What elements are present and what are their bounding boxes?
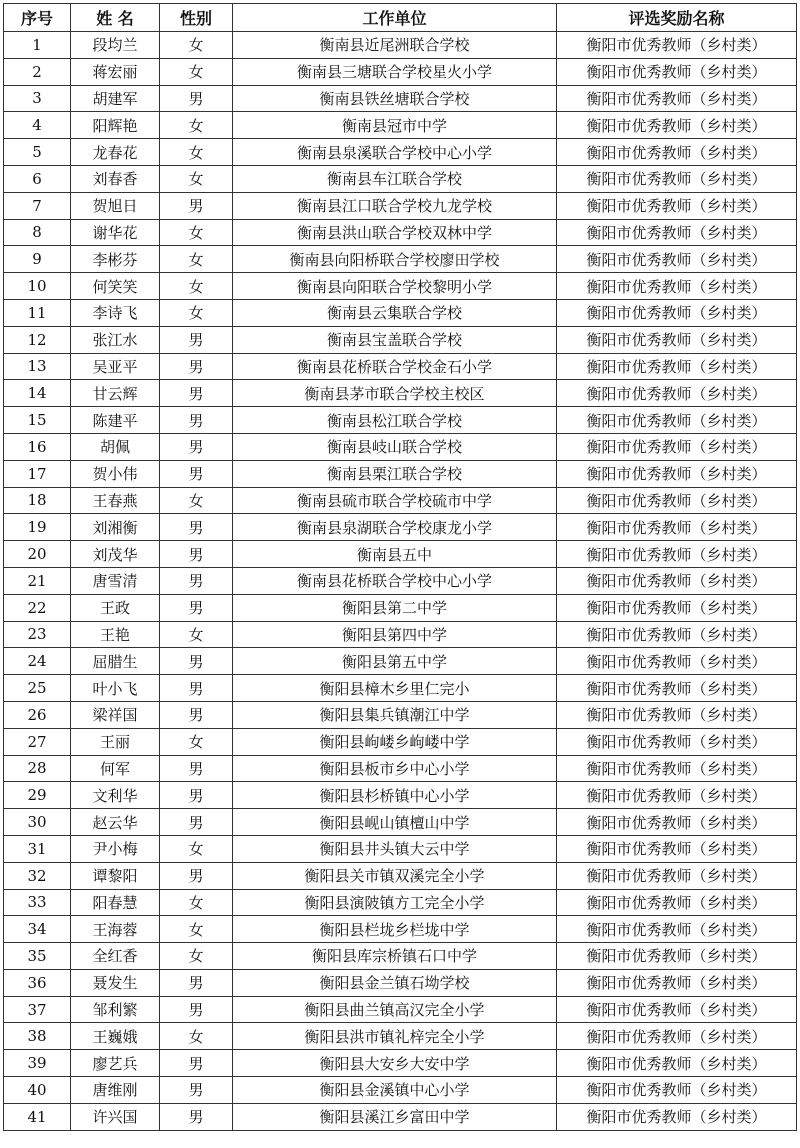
cell-index: 24 — [4, 648, 71, 675]
cell-name: 吴亚平 — [71, 353, 160, 380]
table-row — [4, 1050, 797, 1077]
table-row — [4, 407, 797, 434]
cell-workplace: 衡阳县岘山镇檀山中学 — [233, 809, 557, 836]
cell-award: 衡阳市优秀教师（乡村类） — [557, 916, 797, 943]
table-row — [4, 139, 797, 166]
table-row — [4, 326, 797, 353]
cell-workplace: 衡南县松江联合学校 — [233, 407, 557, 434]
cell-award: 衡阳市优秀教师（乡村类） — [557, 1050, 797, 1077]
table-row — [4, 889, 797, 916]
cell-name: 王艳 — [71, 621, 160, 648]
cell-name: 甘云辉 — [71, 380, 160, 407]
cell-name: 贺旭日 — [71, 192, 160, 219]
cell-workplace: 衡南县泉湖联合学校康龙小学 — [233, 514, 557, 541]
cell-workplace: 衡南县宝盖联合学校 — [233, 326, 557, 353]
header-name: 姓 名 — [71, 4, 160, 32]
cell-index: 12 — [4, 326, 71, 353]
cell-award: 衡阳市优秀教师（乡村类） — [557, 112, 797, 139]
cell-workplace: 衡南县泉溪联合学校中心小学 — [233, 139, 557, 166]
cell-name: 许兴国 — [71, 1103, 160, 1130]
cell-workplace: 衡南县铁丝塘联合学校 — [233, 85, 557, 112]
cell-name: 谭黎阳 — [71, 862, 160, 889]
cell-gender: 男 — [160, 782, 233, 809]
cell-gender: 女 — [160, 299, 233, 326]
cell-workplace: 衡阳县樟木乡里仁完小 — [233, 675, 557, 702]
cell-award: 衡阳市优秀教师（乡村类） — [557, 32, 797, 59]
cell-award: 衡阳市优秀教师（乡村类） — [557, 996, 797, 1023]
cell-workplace: 衡南县花桥联合学校中心小学 — [233, 567, 557, 594]
cell-index: 33 — [4, 889, 71, 916]
cell-gender: 男 — [160, 407, 233, 434]
cell-name: 文利华 — [71, 782, 160, 809]
cell-workplace: 衡南县江口联合学校九龙学校 — [233, 192, 557, 219]
cell-award: 衡阳市优秀教师（乡村类） — [557, 85, 797, 112]
cell-index: 28 — [4, 755, 71, 782]
cell-name: 陈建平 — [71, 407, 160, 434]
table-row — [4, 299, 797, 326]
cell-award: 衡阳市优秀教师（乡村类） — [557, 487, 797, 514]
cell-name: 叶小飞 — [71, 675, 160, 702]
cell-workplace: 衡南县三塘联合学校星火小学 — [233, 58, 557, 85]
cell-award: 衡阳市优秀教师（乡村类） — [557, 460, 797, 487]
cell-index: 32 — [4, 862, 71, 889]
cell-name: 唐维刚 — [71, 1077, 160, 1104]
header-award: 评选奖励名称 — [557, 4, 797, 32]
cell-award: 衡阳市优秀教师（乡村类） — [557, 701, 797, 728]
cell-index: 30 — [4, 809, 71, 836]
cell-gender: 女 — [160, 916, 233, 943]
cell-index: 34 — [4, 916, 71, 943]
cell-name: 谢华花 — [71, 219, 160, 246]
cell-gender: 男 — [160, 460, 233, 487]
cell-gender: 男 — [160, 85, 233, 112]
cell-award: 衡阳市优秀教师（乡村类） — [557, 782, 797, 809]
cell-index: 9 — [4, 246, 71, 273]
cell-index: 14 — [4, 380, 71, 407]
cell-workplace: 衡阳县栏垅乡栏垅中学 — [233, 916, 557, 943]
cell-award: 衡阳市优秀教师（乡村类） — [557, 380, 797, 407]
cell-name: 王巍娥 — [71, 1023, 160, 1050]
cell-gender: 女 — [160, 219, 233, 246]
cell-award: 衡阳市优秀教师（乡村类） — [557, 567, 797, 594]
cell-award: 衡阳市优秀教师（乡村类） — [557, 139, 797, 166]
cell-name: 尹小梅 — [71, 835, 160, 862]
cell-index: 10 — [4, 273, 71, 300]
cell-gender: 男 — [160, 862, 233, 889]
cell-name: 阳辉艳 — [71, 112, 160, 139]
cell-index: 11 — [4, 299, 71, 326]
cell-name: 何军 — [71, 755, 160, 782]
cell-award: 衡阳市优秀教师（乡村类） — [557, 326, 797, 353]
cell-index: 13 — [4, 353, 71, 380]
cell-award: 衡阳市优秀教师（乡村类） — [557, 165, 797, 192]
cell-name: 聂发生 — [71, 969, 160, 996]
cell-award: 衡阳市优秀教师（乡村类） — [557, 219, 797, 246]
cell-award: 衡阳市优秀教师（乡村类） — [557, 541, 797, 568]
cell-name: 段均兰 — [71, 32, 160, 59]
table-row — [4, 433, 797, 460]
cell-index: 6 — [4, 165, 71, 192]
cell-index: 26 — [4, 701, 71, 728]
cell-gender: 女 — [160, 1023, 233, 1050]
cell-award: 衡阳市优秀教师（乡村类） — [557, 407, 797, 434]
cell-gender: 男 — [160, 809, 233, 836]
cell-workplace: 衡南县洪山联合学校双林中学 — [233, 219, 557, 246]
cell-gender: 男 — [160, 567, 233, 594]
cell-award: 衡阳市优秀教师（乡村类） — [557, 273, 797, 300]
cell-name: 王春燕 — [71, 487, 160, 514]
cell-award: 衡阳市优秀教师（乡村类） — [557, 192, 797, 219]
header-gender: 性别 — [160, 4, 233, 32]
cell-gender: 男 — [160, 192, 233, 219]
cell-index: 35 — [4, 943, 71, 970]
cell-workplace: 衡阳县金兰镇石坳学校 — [233, 969, 557, 996]
cell-gender: 女 — [160, 58, 233, 85]
cell-gender: 女 — [160, 889, 233, 916]
cell-award: 衡阳市优秀教师（乡村类） — [557, 594, 797, 621]
cell-gender: 男 — [160, 514, 233, 541]
cell-award: 衡阳市优秀教师（乡村类） — [557, 1023, 797, 1050]
cell-gender: 男 — [160, 1077, 233, 1104]
cell-workplace: 衡阳县集兵镇潮江中学 — [233, 701, 557, 728]
table-row — [4, 567, 797, 594]
table-row — [4, 916, 797, 943]
table-row — [4, 996, 797, 1023]
cell-gender: 男 — [160, 701, 233, 728]
cell-name: 阳春慧 — [71, 889, 160, 916]
cell-index: 16 — [4, 433, 71, 460]
cell-gender: 男 — [160, 1050, 233, 1077]
cell-gender: 男 — [160, 433, 233, 460]
cell-index: 3 — [4, 85, 71, 112]
cell-workplace: 衡南县花桥联合学校金石小学 — [233, 353, 557, 380]
cell-workplace: 衡南县茅市联合学校主校区 — [233, 380, 557, 407]
cell-award: 衡阳市优秀教师（乡村类） — [557, 862, 797, 889]
cell-name: 胡建军 — [71, 85, 160, 112]
cell-index: 21 — [4, 567, 71, 594]
cell-workplace: 衡阳县曲兰镇高汉完全小学 — [233, 996, 557, 1023]
cell-index: 4 — [4, 112, 71, 139]
cell-gender: 女 — [160, 273, 233, 300]
cell-award: 衡阳市优秀教师（乡村类） — [557, 675, 797, 702]
cell-index: 36 — [4, 969, 71, 996]
table-row — [4, 1023, 797, 1050]
cell-gender: 男 — [160, 380, 233, 407]
cell-index: 27 — [4, 728, 71, 755]
table-row — [4, 541, 797, 568]
cell-workplace: 衡南县云集联合学校 — [233, 299, 557, 326]
cell-gender: 男 — [160, 326, 233, 353]
cell-award: 衡阳市优秀教师（乡村类） — [557, 1077, 797, 1104]
cell-index: 20 — [4, 541, 71, 568]
cell-name: 张江水 — [71, 326, 160, 353]
cell-gender: 女 — [160, 943, 233, 970]
cell-index: 22 — [4, 594, 71, 621]
cell-gender: 女 — [160, 728, 233, 755]
cell-name: 贺小伟 — [71, 460, 160, 487]
cell-name: 屈腊生 — [71, 648, 160, 675]
cell-name: 王丽 — [71, 728, 160, 755]
table-row — [4, 621, 797, 648]
cell-gender: 女 — [160, 139, 233, 166]
cell-workplace: 衡阳县杉桥镇中心小学 — [233, 782, 557, 809]
cell-award: 衡阳市优秀教师（乡村类） — [557, 433, 797, 460]
table-row — [4, 1077, 797, 1104]
cell-award: 衡阳市优秀教师（乡村类） — [557, 1103, 797, 1130]
cell-award: 衡阳市优秀教师（乡村类） — [557, 835, 797, 862]
cell-index: 7 — [4, 192, 71, 219]
cell-index: 38 — [4, 1023, 71, 1050]
cell-gender: 女 — [160, 165, 233, 192]
table-row — [4, 675, 797, 702]
table-row — [4, 380, 797, 407]
cell-workplace: 衡南县冠市中学 — [233, 112, 557, 139]
cell-name: 何笑笑 — [71, 273, 160, 300]
cell-award: 衡阳市优秀教师（乡村类） — [557, 755, 797, 782]
table-row — [4, 1103, 797, 1130]
table-row — [4, 219, 797, 246]
table-row — [4, 835, 797, 862]
cell-workplace: 衡阳县井头镇大云中学 — [233, 835, 557, 862]
cell-workplace: 衡阳县大安乡大安中学 — [233, 1050, 557, 1077]
cell-gender: 女 — [160, 112, 233, 139]
header-index: 序号 — [4, 4, 71, 32]
cell-workplace: 衡阳县库宗桥镇石口中学 — [233, 943, 557, 970]
table-header — [4, 4, 797, 32]
cell-award: 衡阳市优秀教师（乡村类） — [557, 58, 797, 85]
award-table — [3, 3, 797, 1131]
cell-index: 25 — [4, 675, 71, 702]
cell-workplace: 衡阳县洪市镇礼梓完全小学 — [233, 1023, 557, 1050]
cell-name: 廖艺兵 — [71, 1050, 160, 1077]
table-row — [4, 32, 797, 59]
cell-workplace: 衡阳县板市乡中心小学 — [233, 755, 557, 782]
cell-index: 8 — [4, 219, 71, 246]
table-row — [4, 701, 797, 728]
cell-gender: 男 — [160, 996, 233, 1023]
cell-name: 唐雪清 — [71, 567, 160, 594]
cell-name: 李诗飞 — [71, 299, 160, 326]
cell-gender: 男 — [160, 1103, 233, 1130]
cell-gender: 男 — [160, 594, 233, 621]
cell-workplace: 衡南县近尾洲联合学校 — [233, 32, 557, 59]
cell-index: 1 — [4, 32, 71, 59]
table-body — [4, 32, 797, 1131]
cell-workplace: 衡阳县岣嵝乡岣嵝中学 — [233, 728, 557, 755]
cell-name: 龙春花 — [71, 139, 160, 166]
cell-index: 29 — [4, 782, 71, 809]
table-row — [4, 969, 797, 996]
cell-gender: 男 — [160, 541, 233, 568]
cell-name: 邹利繁 — [71, 996, 160, 1023]
cell-gender: 女 — [160, 32, 233, 59]
cell-award: 衡阳市优秀教师（乡村类） — [557, 621, 797, 648]
table-row — [4, 85, 797, 112]
table-row — [4, 112, 797, 139]
cell-gender: 女 — [160, 246, 233, 273]
cell-index: 15 — [4, 407, 71, 434]
cell-name: 胡佩 — [71, 433, 160, 460]
cell-gender: 男 — [160, 675, 233, 702]
table-row — [4, 862, 797, 889]
cell-name: 蒋宏丽 — [71, 58, 160, 85]
table-row — [4, 755, 797, 782]
cell-workplace: 衡南县栗江联合学校 — [233, 460, 557, 487]
cell-name: 刘春香 — [71, 165, 160, 192]
cell-name: 王政 — [71, 594, 160, 621]
cell-workplace: 衡阳县关市镇双溪完全小学 — [233, 862, 557, 889]
cell-index: 2 — [4, 58, 71, 85]
cell-award: 衡阳市优秀教师（乡村类） — [557, 728, 797, 755]
table-row — [4, 353, 797, 380]
cell-gender: 男 — [160, 969, 233, 996]
cell-workplace: 衡南县硫市联合学校硫市中学 — [233, 487, 557, 514]
table-row — [4, 487, 797, 514]
cell-index: 37 — [4, 996, 71, 1023]
cell-gender: 女 — [160, 621, 233, 648]
cell-index: 41 — [4, 1103, 71, 1130]
cell-award: 衡阳市优秀教师（乡村类） — [557, 648, 797, 675]
cell-award: 衡阳市优秀教师（乡村类） — [557, 969, 797, 996]
cell-workplace: 衡阳县第四中学 — [233, 621, 557, 648]
header-workplace: 工作单位 — [233, 4, 557, 32]
cell-workplace: 衡南县车江联合学校 — [233, 165, 557, 192]
cell-index: 17 — [4, 460, 71, 487]
cell-award: 衡阳市优秀教师（乡村类） — [557, 246, 797, 273]
table-row — [4, 165, 797, 192]
table-row — [4, 246, 797, 273]
table-row — [4, 273, 797, 300]
cell-award: 衡阳市优秀教师（乡村类） — [557, 514, 797, 541]
cell-workplace: 衡南县向阳桥联合学校廖田学校 — [233, 246, 557, 273]
cell-gender: 男 — [160, 353, 233, 380]
cell-name: 刘湘衡 — [71, 514, 160, 541]
cell-award: 衡阳市优秀教师（乡村类） — [557, 943, 797, 970]
cell-gender: 女 — [160, 487, 233, 514]
cell-name: 李彬芬 — [71, 246, 160, 273]
table-row — [4, 514, 797, 541]
cell-name: 赵云华 — [71, 809, 160, 836]
cell-workplace: 衡南县五中 — [233, 541, 557, 568]
header-row — [4, 4, 797, 32]
cell-workplace: 衡阳县溪江乡富田中学 — [233, 1103, 557, 1130]
cell-name: 刘茂华 — [71, 541, 160, 568]
cell-gender: 男 — [160, 648, 233, 675]
cell-index: 5 — [4, 139, 71, 166]
cell-workplace: 衡阳县演陂镇方工完全小学 — [233, 889, 557, 916]
table-row — [4, 728, 797, 755]
cell-name: 梁祥国 — [71, 701, 160, 728]
table-row — [4, 782, 797, 809]
cell-workplace: 衡阳县金溪镇中心小学 — [233, 1077, 557, 1104]
cell-award: 衡阳市优秀教师（乡村类） — [557, 889, 797, 916]
cell-workplace: 衡南县向阳联合学校黎明小学 — [233, 273, 557, 300]
cell-index: 19 — [4, 514, 71, 541]
cell-index: 39 — [4, 1050, 71, 1077]
cell-award: 衡阳市优秀教师（乡村类） — [557, 809, 797, 836]
table-row — [4, 648, 797, 675]
cell-award: 衡阳市优秀教师（乡村类） — [557, 353, 797, 380]
cell-name: 全红香 — [71, 943, 160, 970]
table-row — [4, 594, 797, 621]
cell-index: 18 — [4, 487, 71, 514]
table-row — [4, 460, 797, 487]
cell-index: 31 — [4, 835, 71, 862]
table-row — [4, 192, 797, 219]
cell-award: 衡阳市优秀教师（乡村类） — [557, 299, 797, 326]
cell-name: 王海蓉 — [71, 916, 160, 943]
cell-index: 23 — [4, 621, 71, 648]
cell-workplace: 衡阳县第五中学 — [233, 648, 557, 675]
cell-workplace: 衡南县岐山联合学校 — [233, 433, 557, 460]
cell-gender: 男 — [160, 755, 233, 782]
cell-gender: 女 — [160, 835, 233, 862]
table-row — [4, 943, 797, 970]
table-row — [4, 58, 797, 85]
table-row — [4, 809, 797, 836]
cell-workplace: 衡阳县第二中学 — [233, 594, 557, 621]
cell-index: 40 — [4, 1077, 71, 1104]
